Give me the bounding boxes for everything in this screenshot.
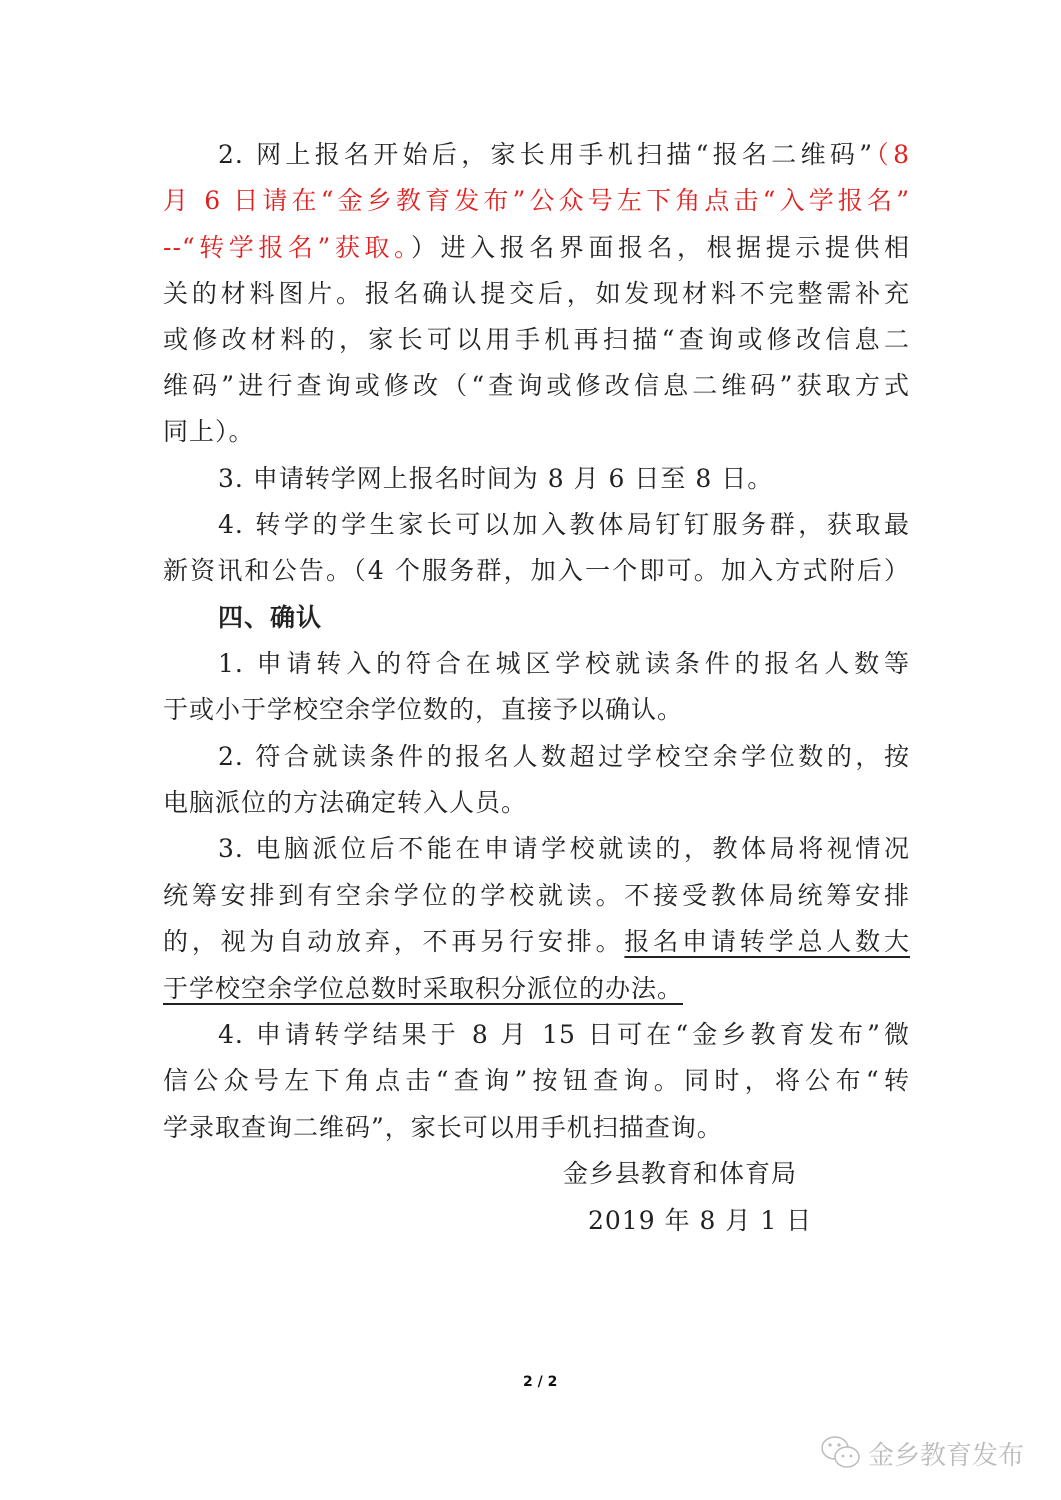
text-line: 新资讯和公告。（4 个服务群，加入一个即可。加入方式附后） [163,556,910,585]
line-text: 2. 网上报名开始后，家长用手机扫描“报名二维码” [218,140,873,169]
watermark [820,1434,1024,1472]
section-heading: 四、确认 [218,603,323,632]
text-line: 月 6 日请在“金乡教育发布”公众号左下角点击“入学报名” [163,186,910,215]
wechat-icon [820,1434,862,1472]
signature-date: 2019 年 8 月 1 日 [588,1206,813,1235]
line-text: 的，视为自动放弃，不再另行安排。 [163,927,625,956]
text-line: 3. 申请转学网上报名时间为 8 月 6 日至 8 日。 [218,464,774,493]
underlined-text: 报名申请转学总人数大 [624,927,910,956]
text-line: 学录取查询二维码”，家长可以用手机扫描查询。 [163,1113,723,1142]
line-text: ）进入报名界面报名，根据提示提供相 [411,233,910,262]
highlighted-text: --“转学报名”获取。 [163,233,412,262]
text-line: 统筹安排到有空余学位的学校就读。不接受教体局统筹安排 [163,881,910,910]
highlighted-text: （8 [872,140,910,169]
text-line: 于或小于学校空余学位数的，直接予以确认。 [163,695,684,724]
watermark-text: 金乡教育发布 [868,1440,1025,1471]
text-line: 信公众号左下角点击“查询”按钮查询。同时，将公布“转 [163,1066,910,1095]
text-line: 同上）。 [163,417,255,446]
signature-org: 金乡县教育和体育局 [563,1159,798,1188]
text-line: 4. 申请转学结果于 8 月 15 日可在“金乡教育发布”微 [218,1020,910,1049]
text-line [163,231,910,265]
text-line: 1. 申请转入的符合在城区学校就读条件的报名人数等 [218,649,910,678]
text-line: 3. 电脑派位后不能在申请学校就读的，教体局将视情况 [218,834,910,863]
text-line [218,138,910,172]
text-line: 维码”进行查询或修改（“查询或修改信息二维码”获取方式 [163,371,910,400]
text-line: 关的材料图片。报名确认提交后，如发现材料不完整需补充 [163,279,910,308]
underlined-text: 于学校空余学位总数时采取积分派位的办法。 [163,974,684,1003]
page-number: 2 / 2 [523,1374,558,1390]
text-line: 或修改材料的，家长可以用手机再扫描“查询或修改信息二 [163,325,910,354]
text-line: 2. 符合就读条件的报名人数超过学校空余学位数的，按 [218,742,910,771]
text-line [163,925,910,959]
text-line: 4. 转学的学生家长可以加入教体局钉钉服务群，获取最 [218,510,910,539]
text-line: 电脑派位的方法确定转入人员。 [163,788,528,817]
